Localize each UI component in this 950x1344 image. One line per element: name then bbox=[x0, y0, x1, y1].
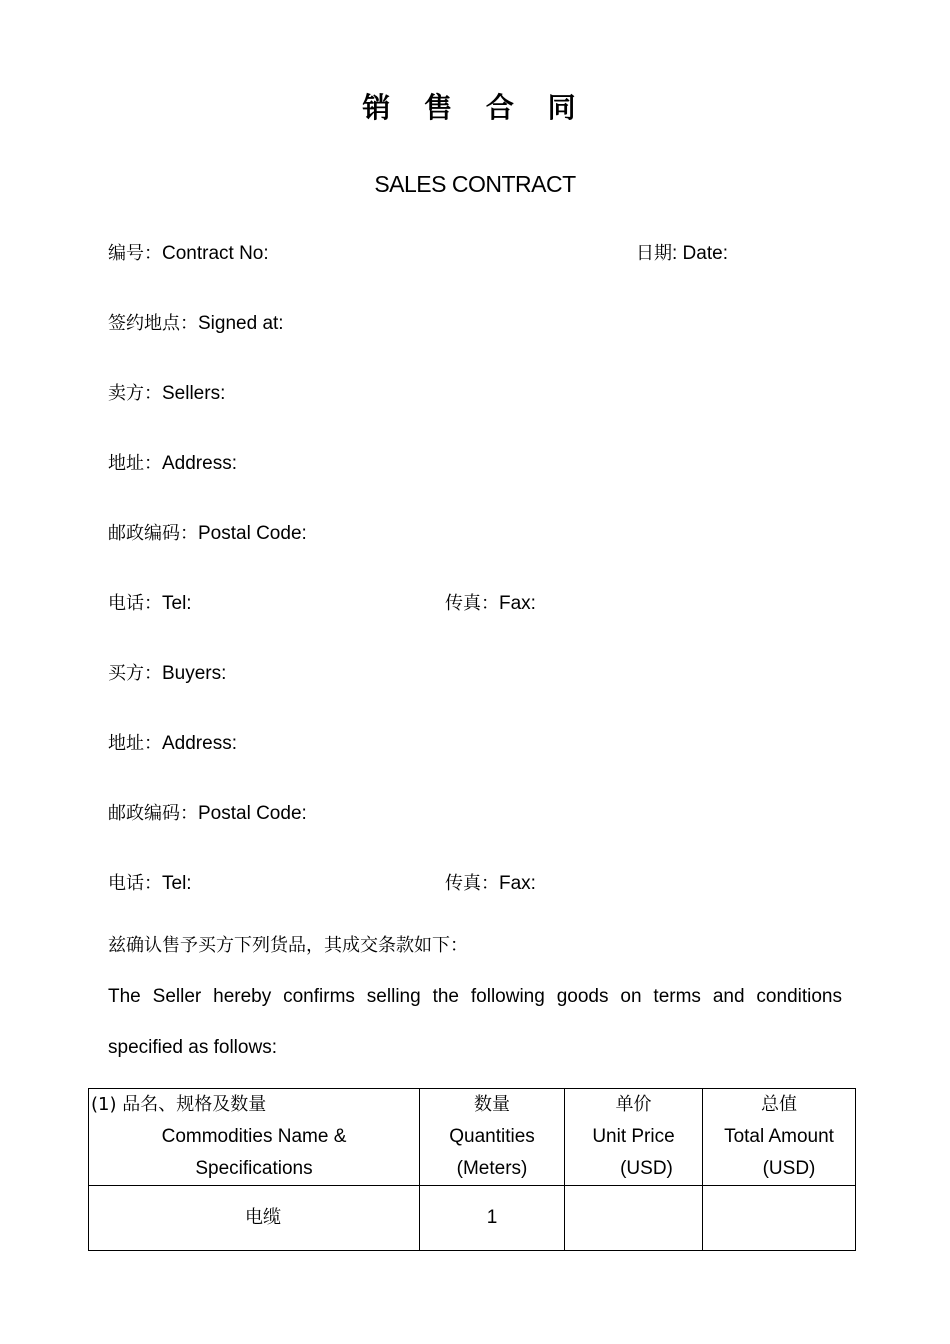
date-field bbox=[636, 241, 728, 267]
quantity-text: 1 bbox=[486, 1207, 498, 1228]
signed-at-label-en: Signed at: bbox=[198, 313, 284, 334]
header-unit-price-cn: 单价 bbox=[615, 1094, 652, 1115]
buyer-postal-field bbox=[108, 801, 307, 827]
header-unit-price bbox=[565, 1089, 703, 1186]
buyer-address-field bbox=[108, 731, 237, 757]
seller-address-label-en: Address: bbox=[162, 453, 237, 474]
buyers-field bbox=[108, 661, 226, 687]
header-commodities-en1: Commodities Name & bbox=[161, 1126, 347, 1147]
seller-tel-field bbox=[108, 591, 192, 617]
table-row bbox=[89, 1186, 856, 1251]
header-total-amount-en2: (USD) bbox=[762, 1158, 816, 1179]
buyer-tel-field bbox=[108, 871, 192, 897]
header-quantities bbox=[420, 1089, 565, 1186]
buyer-postal-label-cn: 邮政编码： bbox=[108, 803, 198, 824]
signed-at-field bbox=[108, 311, 284, 337]
seller-tel-label-cn: 电话： bbox=[108, 593, 162, 614]
sellers-label-en: Sellers: bbox=[162, 383, 226, 404]
buyer-fax-field bbox=[445, 871, 536, 897]
goods-table-header-row bbox=[89, 1089, 856, 1186]
seller-address-label-cn: 地址： bbox=[108, 453, 162, 474]
buyer-tel-label-cn: 电话： bbox=[108, 873, 162, 894]
contract-number-label-en: Contract No: bbox=[162, 243, 269, 264]
seller-fax-field bbox=[445, 591, 536, 617]
header-commodities-cn: (1) 品名、规格及数量 bbox=[91, 1094, 267, 1115]
seller-postal-label-en: Postal Code: bbox=[198, 523, 307, 544]
row-quantity bbox=[420, 1186, 565, 1251]
signed-at-label-cn: 签约地点： bbox=[108, 313, 198, 334]
header-quantities-cn: 数量 bbox=[474, 1094, 510, 1115]
buyer-address-label-en: Address: bbox=[162, 733, 237, 754]
buyer-address-label-cn: 地址： bbox=[108, 733, 162, 754]
header-unit-price-en1: Unit Price bbox=[592, 1126, 675, 1147]
header-total-amount bbox=[703, 1089, 856, 1186]
header-commodities bbox=[89, 1089, 420, 1186]
sellers-field bbox=[108, 381, 225, 407]
buyers-label-en: Buyers: bbox=[162, 663, 227, 684]
header-total-amount-cn: 总值 bbox=[761, 1094, 797, 1115]
seller-tel-label-en: Tel: bbox=[162, 593, 192, 614]
header-unit-price-en2: (USD) bbox=[620, 1158, 673, 1179]
date-label-cn: 日期 bbox=[636, 243, 672, 264]
seller-postal-label-cn: 邮政编码： bbox=[108, 523, 198, 544]
header-quantities-en1: Quantities bbox=[449, 1126, 535, 1147]
date-label-en: : Date: bbox=[672, 243, 728, 264]
contract-number-label-cn: 编号： bbox=[108, 243, 162, 264]
sellers-label-cn: 卖方： bbox=[108, 383, 162, 404]
seller-address-field bbox=[108, 451, 237, 477]
row-commodity-name bbox=[89, 1186, 420, 1251]
confirmation-text-en bbox=[108, 983, 842, 1062]
seller-fax-label-en: Fax: bbox=[499, 593, 536, 614]
buyer-postal-label-en: Postal Code: bbox=[198, 803, 307, 824]
confirmation-text-cn: 兹确认售予买方下列货品，其成交条款如下： bbox=[108, 935, 468, 956]
seller-fax-label-cn: 传真： bbox=[445, 593, 499, 614]
contract-number-field bbox=[108, 241, 269, 267]
seller-postal-field bbox=[108, 521, 307, 547]
contract-title-chinese: 销 售 合 同 bbox=[362, 91, 588, 124]
confirmation-line-2: specified as follows: bbox=[108, 1037, 277, 1058]
buyer-fax-label-cn: 传真： bbox=[445, 873, 499, 894]
row-total-amount bbox=[703, 1186, 856, 1251]
buyer-tel-label-en: Tel: bbox=[162, 873, 192, 894]
commodity-name-text: 电缆 bbox=[245, 1207, 281, 1228]
buyers-label-cn: 买方： bbox=[108, 663, 162, 684]
row-unit-price bbox=[565, 1186, 703, 1251]
header-total-amount-en1: Total Amount bbox=[724, 1126, 834, 1147]
buyer-fax-label-en: Fax: bbox=[499, 873, 536, 894]
header-quantities-en2: (Meters) bbox=[456, 1158, 528, 1179]
header-commodities-en2: Specifications bbox=[195, 1158, 313, 1179]
contract-title-english: SALES CONTRACT bbox=[374, 171, 576, 197]
confirmation-line-1: The Seller hereby confirms selling the following goods on terms and conditions bbox=[108, 986, 842, 1007]
goods-table bbox=[88, 1088, 856, 1251]
